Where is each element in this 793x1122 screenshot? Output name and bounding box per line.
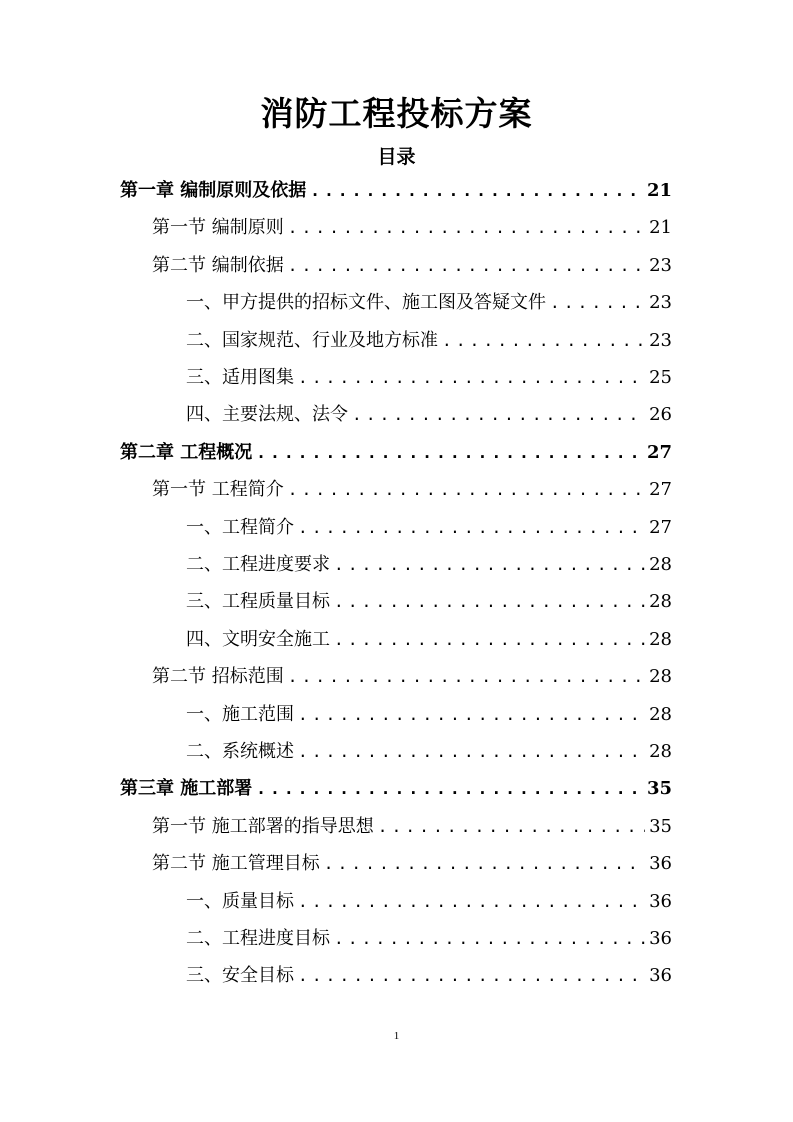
toc-entry-page: 21 bbox=[649, 217, 672, 239]
toc-entry-label: 一、质量目标 bbox=[186, 890, 294, 912]
toc-entry-page: 36 bbox=[649, 928, 672, 949]
toc-entry-level-2[interactable] bbox=[152, 812, 672, 842]
toc-dot-leader bbox=[284, 475, 645, 505]
toc-entry-level-3[interactable] bbox=[186, 288, 672, 318]
toc-entry-label: 第一节 编制原则 bbox=[152, 217, 284, 239]
toc-dot-leader bbox=[320, 849, 645, 879]
toc-entry-label: 三、工程质量目标 bbox=[186, 591, 330, 613]
toc-dot-leader bbox=[348, 400, 645, 430]
toc-dot-leader bbox=[330, 924, 645, 954]
toc-entry-label: 第一节 工程简介 bbox=[152, 479, 284, 501]
toc-entry-level-3[interactable] bbox=[186, 737, 672, 767]
toc-entry-page: 28 bbox=[649, 554, 672, 575]
toc-dot-leader bbox=[294, 363, 645, 393]
toc-entry-label: 第一节 施工部署的指导思想 bbox=[152, 815, 374, 837]
toc-entry-level-2[interactable] bbox=[152, 213, 672, 243]
toc-dot-leader bbox=[546, 288, 645, 318]
toc-entry-page: 28 bbox=[649, 591, 672, 613]
toc-entry-page: 27 bbox=[649, 479, 672, 501]
toc-dot-leader bbox=[284, 662, 645, 692]
document-title: 消防工程投标方案 bbox=[260, 94, 533, 133]
toc-entry-page: 25 bbox=[649, 367, 672, 388]
toc-entry-page: 23 bbox=[649, 329, 672, 351]
toc-entry-level-1[interactable] bbox=[120, 176, 672, 206]
toc-entry-label: 第三章 施工部署 bbox=[120, 778, 253, 800]
toc-entry-page: 36 bbox=[649, 965, 672, 987]
toc-dot-leader bbox=[294, 961, 645, 991]
toc-entry-level-3[interactable] bbox=[186, 363, 672, 393]
toc-entry-level-3[interactable] bbox=[186, 887, 672, 917]
toc-entry-page: 28 bbox=[649, 666, 672, 688]
toc-dot-leader bbox=[374, 812, 645, 842]
toc-entry-label: 三、安全目标 bbox=[186, 965, 294, 987]
toc-entry-page: 28 bbox=[649, 628, 672, 650]
toc-entry-label: 三、适用图集 bbox=[186, 367, 294, 388]
toc-entry-level-3[interactable] bbox=[186, 924, 672, 954]
toc-entry-label: 一、甲方提供的招标文件、施工图及答疑文件 bbox=[186, 292, 546, 314]
toc-entry-level-1[interactable] bbox=[120, 438, 672, 468]
toc-entry-page: 36 bbox=[649, 853, 672, 875]
toc-entry-label: 第二节 招标范围 bbox=[152, 666, 284, 688]
toc-dot-leader bbox=[284, 213, 645, 243]
toc-entry-page: 36 bbox=[649, 890, 672, 912]
toc-entry-label: 第二节 编制依据 bbox=[152, 254, 284, 276]
toc-entry-page: 28 bbox=[649, 741, 672, 762]
toc-entry-page: 27 bbox=[646, 441, 672, 463]
toc-entry-page: 35 bbox=[649, 815, 672, 837]
toc-dot-leader bbox=[330, 550, 645, 580]
toc-entry-level-3[interactable] bbox=[186, 625, 672, 655]
toc-entry-level-3[interactable] bbox=[186, 400, 672, 430]
toc-entry-level-3[interactable] bbox=[186, 550, 672, 580]
toc-entry-label: 一、施工范围 bbox=[186, 703, 294, 725]
toc-entry-level-2[interactable] bbox=[152, 475, 672, 505]
toc-dot-leader bbox=[294, 737, 645, 767]
toc-dot-leader bbox=[284, 251, 645, 281]
toc-entry-level-2[interactable] bbox=[152, 662, 672, 692]
toc-entry-page: 26 bbox=[649, 404, 672, 426]
toc-heading: 目录 bbox=[377, 146, 416, 168]
toc-entry-level-2[interactable] bbox=[152, 251, 672, 281]
toc-dot-leader bbox=[252, 438, 643, 468]
toc-dot-leader bbox=[294, 887, 645, 917]
toc-entry-page: 27 bbox=[649, 516, 672, 538]
toc-entry-label: 四、主要法规、法令 bbox=[186, 404, 348, 426]
toc-entry-label: 第二节 施工管理目标 bbox=[152, 853, 320, 875]
toc-dot-leader bbox=[294, 513, 645, 543]
toc-entry-label: 二、工程进度目标 bbox=[186, 928, 330, 949]
toc-entry-label: 第一章 编制原则及依据 bbox=[120, 180, 307, 201]
toc-dot-leader bbox=[330, 625, 645, 655]
toc-dot-leader bbox=[438, 326, 645, 356]
toc-entry-level-1[interactable] bbox=[120, 774, 672, 804]
toc-entry-level-3[interactable] bbox=[186, 700, 672, 730]
toc-dot-leader bbox=[252, 774, 643, 804]
toc-entry-level-3[interactable] bbox=[186, 587, 672, 617]
toc-entry-page: 35 bbox=[646, 778, 672, 800]
toc-entry-label: 二、国家规范、行业及地方标准 bbox=[186, 329, 438, 351]
toc-entry-label: 二、系统概述 bbox=[186, 741, 294, 762]
page-number: 1 bbox=[393, 1030, 400, 1042]
toc-entry-page: 23 bbox=[649, 254, 672, 276]
toc-entry-label: 第二章 工程概况 bbox=[120, 441, 253, 463]
toc-dot-leader bbox=[294, 700, 645, 730]
toc-entry-level-3[interactable] bbox=[186, 326, 672, 356]
toc-entry-page: 28 bbox=[649, 703, 672, 725]
toc-dot-leader bbox=[306, 176, 643, 206]
toc-dot-leader bbox=[330, 587, 645, 617]
toc-entry-page: 21 bbox=[646, 180, 672, 201]
toc-entry-level-2[interactable] bbox=[152, 849, 672, 879]
toc-entry-label: 一、工程简介 bbox=[186, 516, 294, 538]
toc-entry-label: 二、工程进度要求 bbox=[186, 554, 330, 575]
toc-entry-level-3[interactable] bbox=[186, 513, 672, 543]
toc-entry-page: 23 bbox=[649, 292, 672, 314]
toc-entry-label: 四、文明安全施工 bbox=[186, 628, 330, 650]
toc-entry-level-3[interactable] bbox=[186, 961, 672, 991]
